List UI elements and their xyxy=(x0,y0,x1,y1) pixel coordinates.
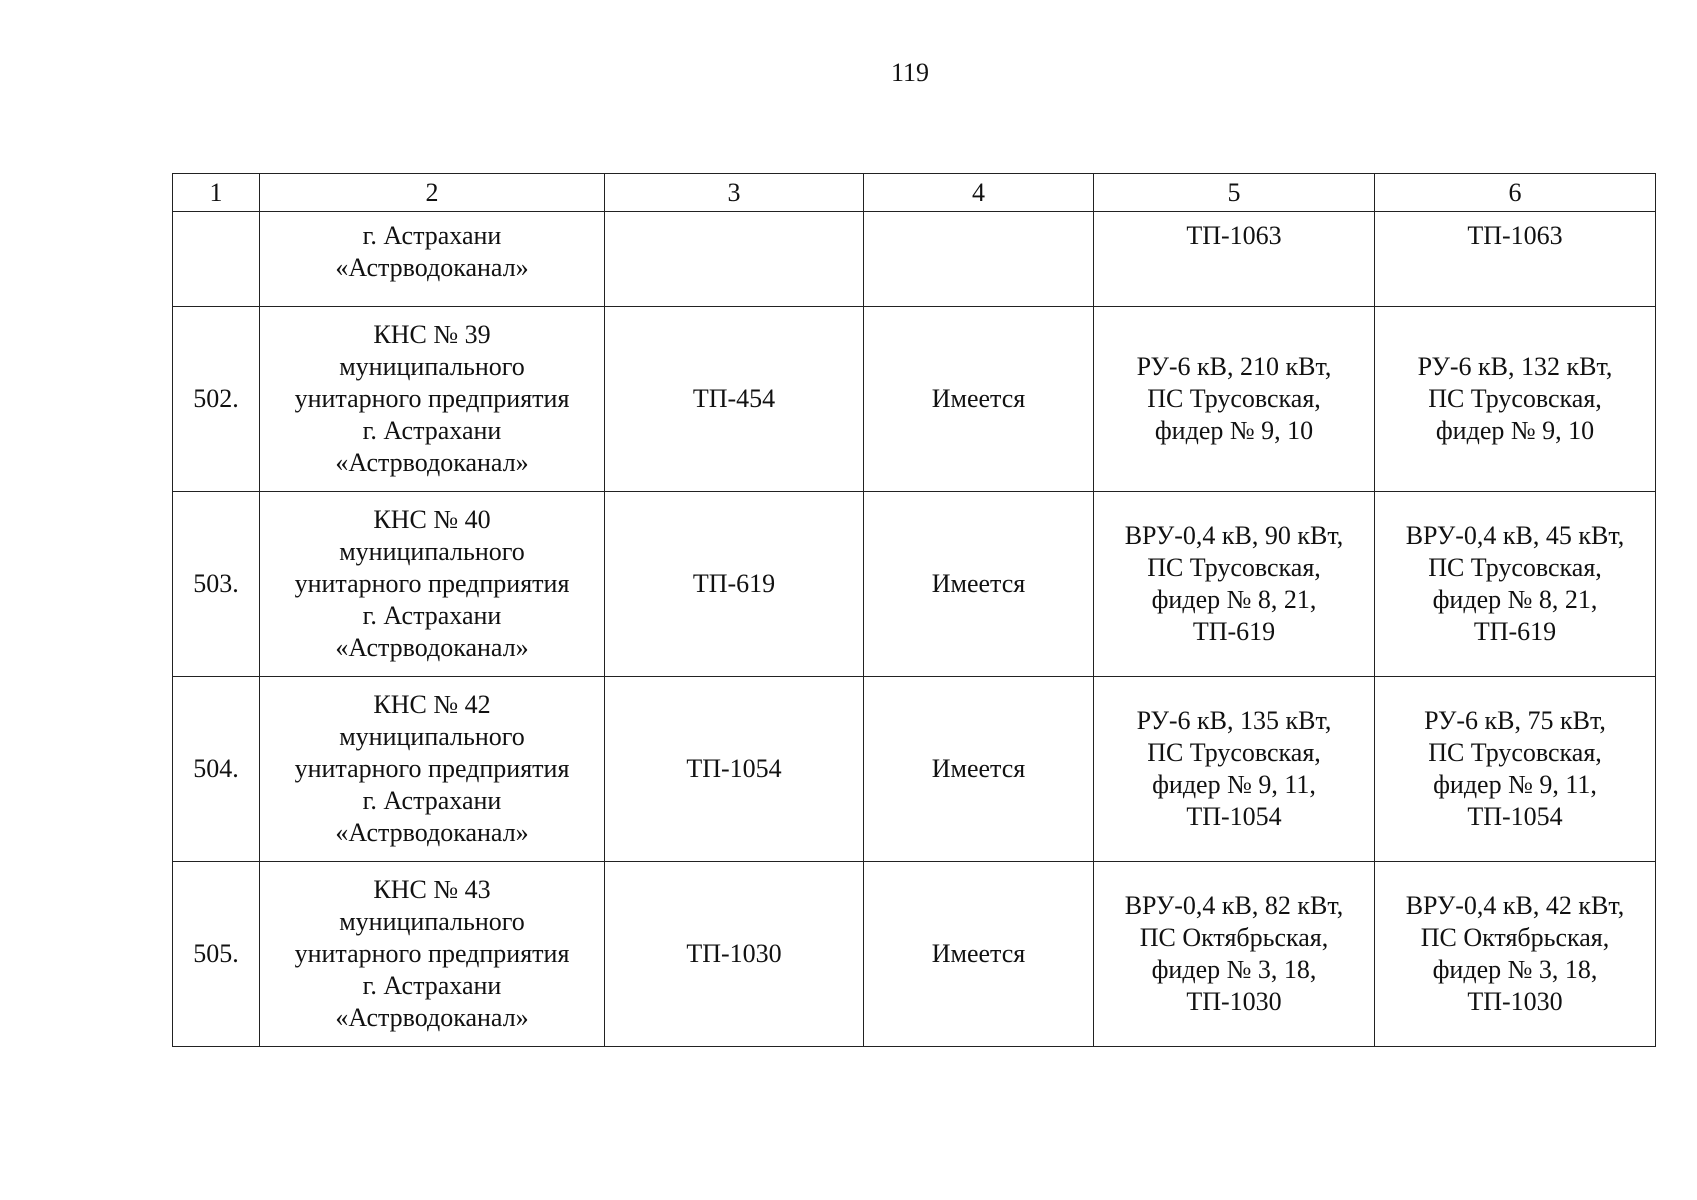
cell-line: «Астрводоканал» xyxy=(335,253,529,282)
cell-line: РУ-6 кВ, 135 кВт, xyxy=(1136,706,1332,735)
cell-line: муниципального xyxy=(339,352,525,381)
column-header-4: 4 xyxy=(864,174,1094,212)
cell-line: ВРУ-0,4 кВ, 42 кВт, xyxy=(1405,891,1625,920)
cell-name xyxy=(260,677,605,862)
cell-status: Имеется xyxy=(864,677,1094,862)
table-row xyxy=(173,677,1656,862)
cell-line: КНС № 43 xyxy=(373,875,491,904)
cell-line: фидер № 9, 11, xyxy=(1152,770,1316,799)
cell-name xyxy=(260,492,605,677)
cell-num: 505. xyxy=(173,862,260,1047)
cell-line: ВРУ-0,4 кВ, 82 кВт, xyxy=(1124,891,1344,920)
data-table xyxy=(172,173,1656,1047)
cell-status xyxy=(864,212,1094,307)
cell-line: г. Астрахани xyxy=(362,221,502,250)
cell-line: фидер № 3, 18, xyxy=(1432,955,1598,984)
cell-line: фидер № 3, 18, xyxy=(1151,955,1317,984)
table-body xyxy=(173,212,1656,1047)
cell-line: «Астрводоканал» xyxy=(335,633,529,662)
column-header-5: 5 xyxy=(1094,174,1375,212)
cell-line: ПС Трусовская, xyxy=(1428,738,1602,767)
table-row xyxy=(173,492,1656,677)
cell-line: «Астрводоканал» xyxy=(335,818,529,847)
cell-name xyxy=(260,307,605,492)
cell-line: фидер № 9, 11, xyxy=(1433,770,1597,799)
continuation-row xyxy=(173,212,1656,307)
cell-line: РУ-6 кВ, 75 кВт, xyxy=(1424,706,1606,735)
cell-line: ТП-619 xyxy=(1192,617,1276,646)
cell-status: Имеется xyxy=(864,862,1094,1047)
cell-col5 xyxy=(1094,677,1375,862)
cell-line: ТП-1063 xyxy=(1186,221,1282,250)
cell-line: ТП-1030 xyxy=(1467,987,1563,1016)
cell-line: ПС Трусовская, xyxy=(1147,553,1321,582)
table-header xyxy=(173,174,1656,212)
cell-line: ПС Трусовская, xyxy=(1147,738,1321,767)
cell-status: Имеется xyxy=(864,492,1094,677)
cell-line: г. Астрахани xyxy=(362,786,502,815)
cell-name xyxy=(260,212,605,307)
cell-line: фидер № 9, 10 xyxy=(1435,416,1595,445)
cell-line: г. Астрахани xyxy=(362,971,502,1000)
column-header-1: 1 xyxy=(173,174,260,212)
cell-line: ПС Октябрьская, xyxy=(1420,923,1610,952)
cell-line: КНС № 40 xyxy=(373,505,491,534)
table-row xyxy=(173,862,1656,1047)
cell-line: унитарного предприятия xyxy=(294,939,570,968)
cell-line: «Астрводоканал» xyxy=(335,1003,529,1032)
header-row xyxy=(173,174,1656,212)
cell-line: ТП-1030 xyxy=(1186,987,1282,1016)
cell-col6 xyxy=(1375,307,1656,492)
cell-line: ПС Трусовская, xyxy=(1428,384,1602,413)
cell-line: ТП-619 xyxy=(1473,617,1557,646)
cell-line: ТП-1054 xyxy=(1186,802,1282,831)
cell-col5 xyxy=(1094,212,1375,307)
cell-num: 502. xyxy=(173,307,260,492)
table-row xyxy=(173,307,1656,492)
column-header-3: 3 xyxy=(605,174,864,212)
cell-line: унитарного предприятия xyxy=(294,569,570,598)
cell-col6 xyxy=(1375,677,1656,862)
cell-line: ТП-1063 xyxy=(1467,221,1563,250)
cell-line: муниципального xyxy=(339,537,525,566)
cell-col5 xyxy=(1094,862,1375,1047)
cell-tp: ТП-619 xyxy=(605,492,864,677)
cell-status: Имеется xyxy=(864,307,1094,492)
cell-line: «Астрводоканал» xyxy=(335,448,529,477)
cell-tp: ТП-1030 xyxy=(605,862,864,1047)
cell-line: фидер № 8, 21, xyxy=(1151,585,1317,614)
cell-line: ПС Октябрьская, xyxy=(1139,923,1329,952)
cell-line: фидер № 8, 21, xyxy=(1432,585,1598,614)
cell-num: 504. xyxy=(173,677,260,862)
cell-name xyxy=(260,862,605,1047)
cell-line: г. Астрахани xyxy=(362,416,502,445)
column-header-2: 2 xyxy=(260,174,605,212)
cell-line: КНС № 39 xyxy=(373,320,491,349)
cell-line: фидер № 9, 10 xyxy=(1154,416,1314,445)
cell-col6 xyxy=(1375,212,1656,307)
cell-col5 xyxy=(1094,492,1375,677)
cell-line: ПС Трусовская, xyxy=(1428,553,1602,582)
cell-col6 xyxy=(1375,862,1656,1047)
cell-line: РУ-6 кВ, 132 кВт, xyxy=(1417,352,1613,381)
cell-col5 xyxy=(1094,307,1375,492)
cell-line: ВРУ-0,4 кВ, 45 кВт, xyxy=(1405,521,1625,550)
cell-line: муниципального xyxy=(339,722,525,751)
cell-line: муниципального xyxy=(339,907,525,936)
cell-line: РУ-6 кВ, 210 кВт, xyxy=(1136,352,1332,381)
cell-line: ВРУ-0,4 кВ, 90 кВт, xyxy=(1124,521,1344,550)
page-number: 119 xyxy=(890,58,930,87)
cell-num xyxy=(173,212,260,307)
column-header-6: 6 xyxy=(1375,174,1656,212)
cell-line: ПС Трусовская, xyxy=(1147,384,1321,413)
cell-line: КНС № 42 xyxy=(373,690,491,719)
cell-line: ТП-1054 xyxy=(1467,802,1563,831)
cell-tp: ТП-454 xyxy=(605,307,864,492)
cell-line: унитарного предприятия xyxy=(294,754,570,783)
cell-num: 503. xyxy=(173,492,260,677)
cell-tp: ТП-1054 xyxy=(605,677,864,862)
cell-tp xyxy=(605,212,864,307)
cell-line: унитарного предприятия xyxy=(294,384,570,413)
cell-line: г. Астрахани xyxy=(362,601,502,630)
cell-col6 xyxy=(1375,492,1656,677)
